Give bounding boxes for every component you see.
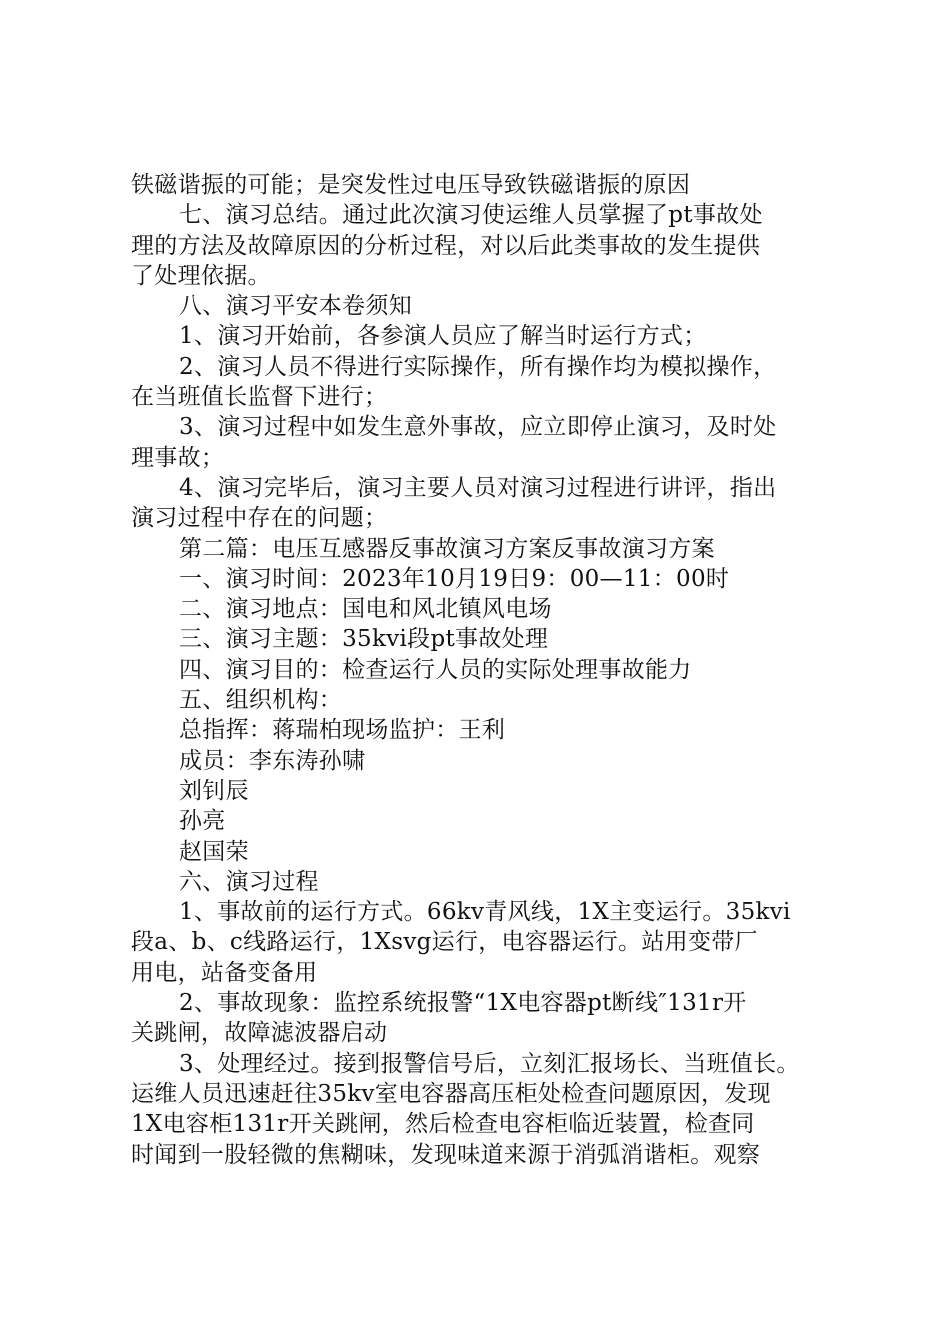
text-line: 刘钊辰 (179, 777, 249, 804)
text-line: 1、演习开始前，各参演人员应了解当时运行方式； (179, 323, 707, 350)
section-heading: 第二篇：电压互感器反事故演习方案反事故演习方案 (179, 535, 715, 562)
text-line: 总指挥：蒋瑞柏现场监护：王利 (179, 717, 506, 744)
text-line: 3、演习过程中如发生意外事故，应立即停止演习，及时处 (179, 414, 777, 441)
text-line: 八、演习平安本卷须知 (179, 293, 412, 320)
text-line: 铁磁谐振的可能；是突发性过电压导致铁磁谐振的原因 (131, 172, 691, 198)
document-body (131, 170, 831, 1170)
text-line: 1X电容柜131r开关跳闸，然后检查电容柜临近装置，检查同 (131, 1111, 755, 1138)
text-line: 2、事故现象：监控系统报警“1X电容器pt断线″131r开 (179, 990, 747, 1017)
text-line: 了处理依据。 (131, 262, 271, 289)
text-line: 赵国荣 (179, 838, 249, 865)
text-line: 1、事故前的运行方式。66kv青风线，1X主变运行。35kvi (179, 899, 791, 926)
text-line: 关跳闸，故障滤波器启动 (131, 1020, 388, 1047)
text-line: 六、演习过程 (179, 868, 319, 895)
text-line: 七、演习总结。通过此次演习使运维人员掌握了pt事故处 (179, 202, 763, 229)
text-line: 四、演习目的：检查运行人员的实际处理事故能力 (179, 656, 692, 683)
text-line: 时闻到一股轻微的焦糊味，发现味道来源于消弧消谐柜。观察 (131, 1141, 761, 1168)
text-line: 4、演习完毕后，演习主要人员对演习过程进行讲评，指出 (179, 474, 777, 501)
text-line: 在当班值长监督下进行； (131, 384, 388, 411)
text-line: 用电，站备变备用 (131, 959, 318, 986)
text-line: 五、组织机构： (179, 687, 343, 714)
text-line: 三、演习主题：35kvi段pt事故处理 (179, 626, 549, 653)
text-line: 运维人员迅速赶往35kv室电容器高压柜处检查问题原因，发现 (131, 1080, 771, 1107)
text-line: 成员：李东涛孙啸 (179, 747, 366, 774)
text-line: 理事故； (131, 444, 225, 471)
text-line: 二、演习地点：国电和风北镇风电场 (179, 596, 552, 623)
text-line: 段a、b、c线路运行，1Xsvg运行，电容器运行。站用变带厂 (131, 929, 758, 956)
text-line: 一、演习时间：2023年10月19日9：00—11：00时 (179, 565, 730, 592)
text-line: 演习过程中存在的问题； (131, 505, 388, 532)
text-line: 3、处理经过。接到报警信号后，立刻汇报场长、当班值长。 (179, 1050, 800, 1077)
text-line: 孙亮 (179, 808, 226, 835)
text-line: 理的方法及故障原因的分析过程，对以后此类事故的发生提供 (131, 232, 761, 259)
text-line: 2、演习人员不得进行实际操作，所有操作均为模拟操作， (179, 353, 777, 380)
